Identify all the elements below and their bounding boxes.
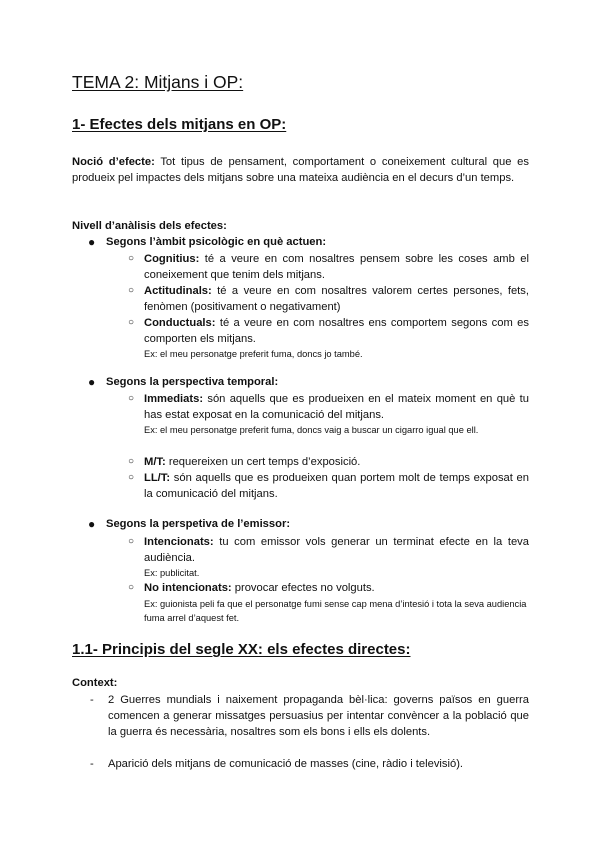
- example-text: Ex: el meu personatge preferit fuma, doncs vaig a buscar un cigarro igual que ell.: [144, 425, 479, 435]
- list-item-cognitius: ○ Cognitius: té a veure en com nosaltres pensem sobre les coses amb el coneixement que tenim dels mitjans.: [128, 253, 529, 282]
- circle-bullet-icon: ○: [128, 472, 135, 483]
- list-item-mt: ○ M/T: requereixen un cert temps d’exposició.: [128, 454, 529, 470]
- bullet-icon: ●: [88, 375, 96, 389]
- notion-paragraph: [72, 154, 529, 186]
- section-heading-efectes: 1- Efectes dels mitjans en OP:: [72, 116, 287, 133]
- list-item-no-intencionats: ○ No intencionats: provocar efectes no volguts.: [128, 580, 529, 596]
- list-item-conductuals: ○ Conductuals: té a veure en com nosaltres ens comportem segons com es comporten els mitjans.: [128, 317, 529, 346]
- circle-bullet-icon: ○: [128, 317, 135, 328]
- level-label: Nivell d’anàlisis dels efectes:: [72, 220, 227, 232]
- list-item-actitudinals: ○ Actitudinals: té a veure en com nosaltres valorem certes persones, fets, fenòmen (positivament o negativament): [128, 285, 529, 314]
- circle-bullet-icon: ○: [128, 582, 135, 593]
- circle-bullet-icon: ○: [128, 285, 135, 296]
- list-item: - Aparició dels mitjans de comunicació de masses (cine, ràdio i televisió).: [90, 756, 529, 772]
- circle-bullet-icon: ○: [128, 456, 135, 467]
- page-title: TEMA 2: Mitjans i OP:: [72, 72, 244, 92]
- circle-bullet-icon: ○: [128, 536, 135, 547]
- section-heading-principis: 1.1- Principis del segle XX: els efectes directes:: [72, 641, 411, 658]
- dash-icon: -: [90, 694, 94, 706]
- list-item: - 2 Guerres mundials i naixement propaganda bèl·lica: governs països en guerra comencen a generar missatges persuasius per intentar convèncer a la població que la guerra és necessària, nosaltres som els bons i ells els dolents.: [90, 694, 529, 739]
- bullet-icon: ●: [88, 517, 96, 531]
- example-text: Ex: el meu personatge preferit fuma, doncs jo també.: [144, 349, 363, 359]
- circle-bullet-icon: ○: [128, 393, 135, 404]
- notion-text: Tot tipus de pensament, comportament o coneixement cultural que es produeix pel impactes dels mitjans sobre una mateixa audiència en el decurs d’un temps.: [72, 156, 529, 185]
- list-item-intencionats: ○ Intencionats: tu com emissor vols generar un terminat efecte en la teva audiència.: [128, 536, 529, 565]
- dash-icon: -: [90, 758, 94, 770]
- list-item-llt: ○ LL/T: són aquells que es produeixen quan portem molt de temps exposat en la comunicació del mitjans.: [128, 472, 529, 501]
- context-label: Context:: [72, 677, 118, 689]
- bullet-icon: ●: [88, 235, 96, 249]
- example-text: Ex: guionista peli fa que el personatge fumi sense cap mena d’intesió i tota la seva audiencia fuma arrel d’aquest fet.: [144, 599, 527, 623]
- notion-label: Noció d’efecte:: [72, 156, 155, 168]
- list-item-immediats: ○ Immediats: són aquells que es produeixen en el mateix moment en què tu has estat exposat en la comunicació del mitjans.: [128, 393, 529, 422]
- example-text: Ex: publicitat.: [144, 568, 200, 578]
- circle-bullet-icon: ○: [128, 253, 135, 264]
